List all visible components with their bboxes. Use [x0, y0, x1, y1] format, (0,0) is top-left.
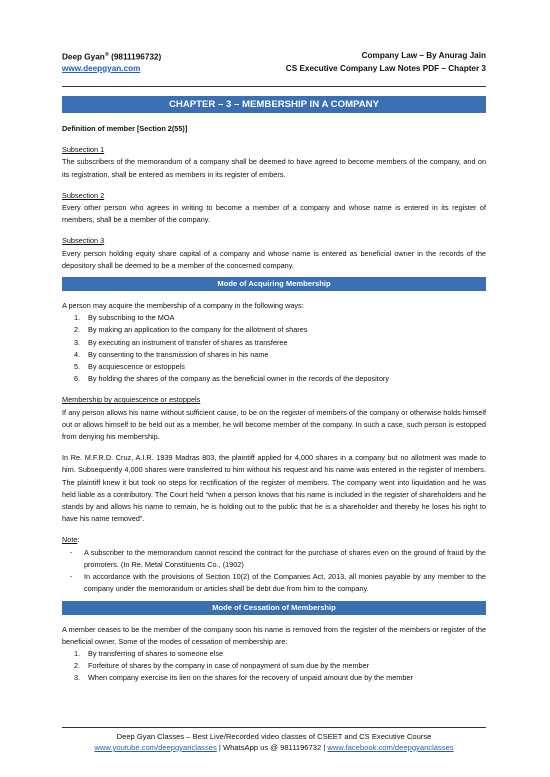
- footer-links: www.youtube.com/deepgyanclasses | WhatsApp us @ 9811196732 | www.facebook.com/deepgyanclasses: [94, 743, 454, 752]
- list-item: 1. By subscribing to the MOA: [74, 313, 175, 323]
- footer-divider: [62, 727, 486, 728]
- subsection-text: Every person holding equity share capital of a company and whose name is entered as beneficial owner in the records of the depository shall be deemed to be a member of the concerned company.: [62, 248, 486, 270]
- youtube-link[interactable]: www.youtube.com/deepgyanclasses: [94, 743, 217, 752]
- acquiring-list: [74, 312, 486, 385]
- note-list: [70, 547, 486, 596]
- header-brand: Deep Gyan® (9811196732): [62, 52, 162, 62]
- page-footer: [62, 731, 486, 753]
- list-item: - A subscriber to the memorandum cannot rescind the contract for the purchase of shares even on the ground of fraud by the promoters. (In Re. Metal Constituents Co., (1902): [70, 547, 486, 569]
- cessation-heading: Mode of Cessation of Membership: [62, 601, 486, 615]
- subsection-1: [62, 144, 486, 181]
- subsection-label: Subsection 3: [62, 236, 105, 246]
- list-item: 3. When company exercise its lien on the shares for the recovery of unpaid amount due by the member: [74, 673, 413, 683]
- subsection-3: [62, 235, 486, 272]
- list-item: 4. By consenting to the transmission of shares in his name: [74, 349, 269, 359]
- cessation-intro: A member ceases to be the member of the company soon his name is removed from the register of the members or register of the beneficial owner. Some of the modes of cessation of membership are:: [62, 624, 486, 646]
- header-course: Company Law – By Anurag Jain: [361, 51, 486, 60]
- list-item: 2. By making an application to the company for the allotment of shares: [74, 325, 308, 335]
- estoppel-text: If any person allows his name without sufficient cause, to be on the register of members of the company or otherwise holds himself out or allows himself to be held out as a member, he will become member of the company. In such a case, such person is estopped from denying his membership.: [62, 407, 486, 442]
- list-item: 3. By executing an instrument of transfer of shares as transferee: [74, 337, 288, 347]
- list-item: 1. By transferring of shares to someone else: [74, 648, 224, 658]
- note-label: Note:: [62, 535, 80, 545]
- estoppel-heading: Membership by acquiescence or estoppels: [62, 395, 201, 405]
- list-item: 5. By acquiescence or estoppels: [74, 362, 185, 372]
- subsection-label: Subsection 2: [62, 190, 105, 200]
- cessation-list: [74, 648, 486, 685]
- list-item: 6. By holding the shares of the company as the beneficial owner in the records of the depository: [74, 374, 389, 384]
- definition-heading: Definition of member [Section 2(55)]: [62, 124, 188, 133]
- page-content: [62, 123, 486, 685]
- acquiring-intro: A person may acquire the membership of a company in the following ways:: [62, 301, 304, 311]
- page-header: [62, 50, 486, 74]
- footer-tagline: Deep Gyan Classes – Best Live/Recorded video classes of CSEET and CS Executive Course: [116, 732, 432, 741]
- list-item: 2. Forfeiture of shares by the company in case of nonpayment of sum due by the member: [74, 661, 370, 671]
- acquiring-heading: Mode of Acquiring Membership: [62, 277, 486, 291]
- list-item: - In accordance with the provisions of Section 10(2) of the Companies Act, 2013, all monies payable by any member to the company under the memorandum or articles shall be debt due from him to the company.: [70, 572, 486, 594]
- facebook-link[interactable]: www.facebook.com/deepgyanclasses: [327, 743, 454, 752]
- header-website-link[interactable]: www.deepgyan.com: [62, 63, 141, 73]
- whatsapp-text: WhatsApp us @ 9811196732: [223, 743, 322, 752]
- header-divider: [62, 86, 486, 87]
- subsection-text: The subscribers of the memorandum of a company shall be deemed to have agreed to become members of the company, and on its registration, shall be entered as members in its register of embers.: [62, 157, 486, 179]
- subsection-label: Subsection 1: [62, 145, 105, 155]
- case-text: In Re. M.F.R.D. Cruz, A.I.R. 1939 Madras 803, the plaintiff applied for 4,000 shares in a company but no allotment was made to him. Subsequently 4,000 shares were transferred to him without his request and his name was entered in the register of members. The plaintiff knew it but took no steps for rectification of the register of members. The company went into liquidation and he was held liable as a contributory. The Court held “when a person knows that his name is included in the register of shareholders and he stands by and allows his name to remain, he is holding out to the public that he is a shareholder and thereby he loses his right to have his name removed”.: [62, 453, 486, 524]
- chapter-title: CHAPTER – 3 – MEMBERSHIP IN A COMPANY: [62, 96, 486, 113]
- subsection-text: Every other person who agrees in writing to become a member of a company and whose name is entered in its register of members, shall be a member of the company.: [62, 203, 486, 225]
- registered-mark: ®: [104, 52, 109, 58]
- subsection-2: [62, 190, 486, 227]
- header-notes-title: CS Executive Company Law Notes PDF – Chapter 3: [285, 63, 486, 73]
